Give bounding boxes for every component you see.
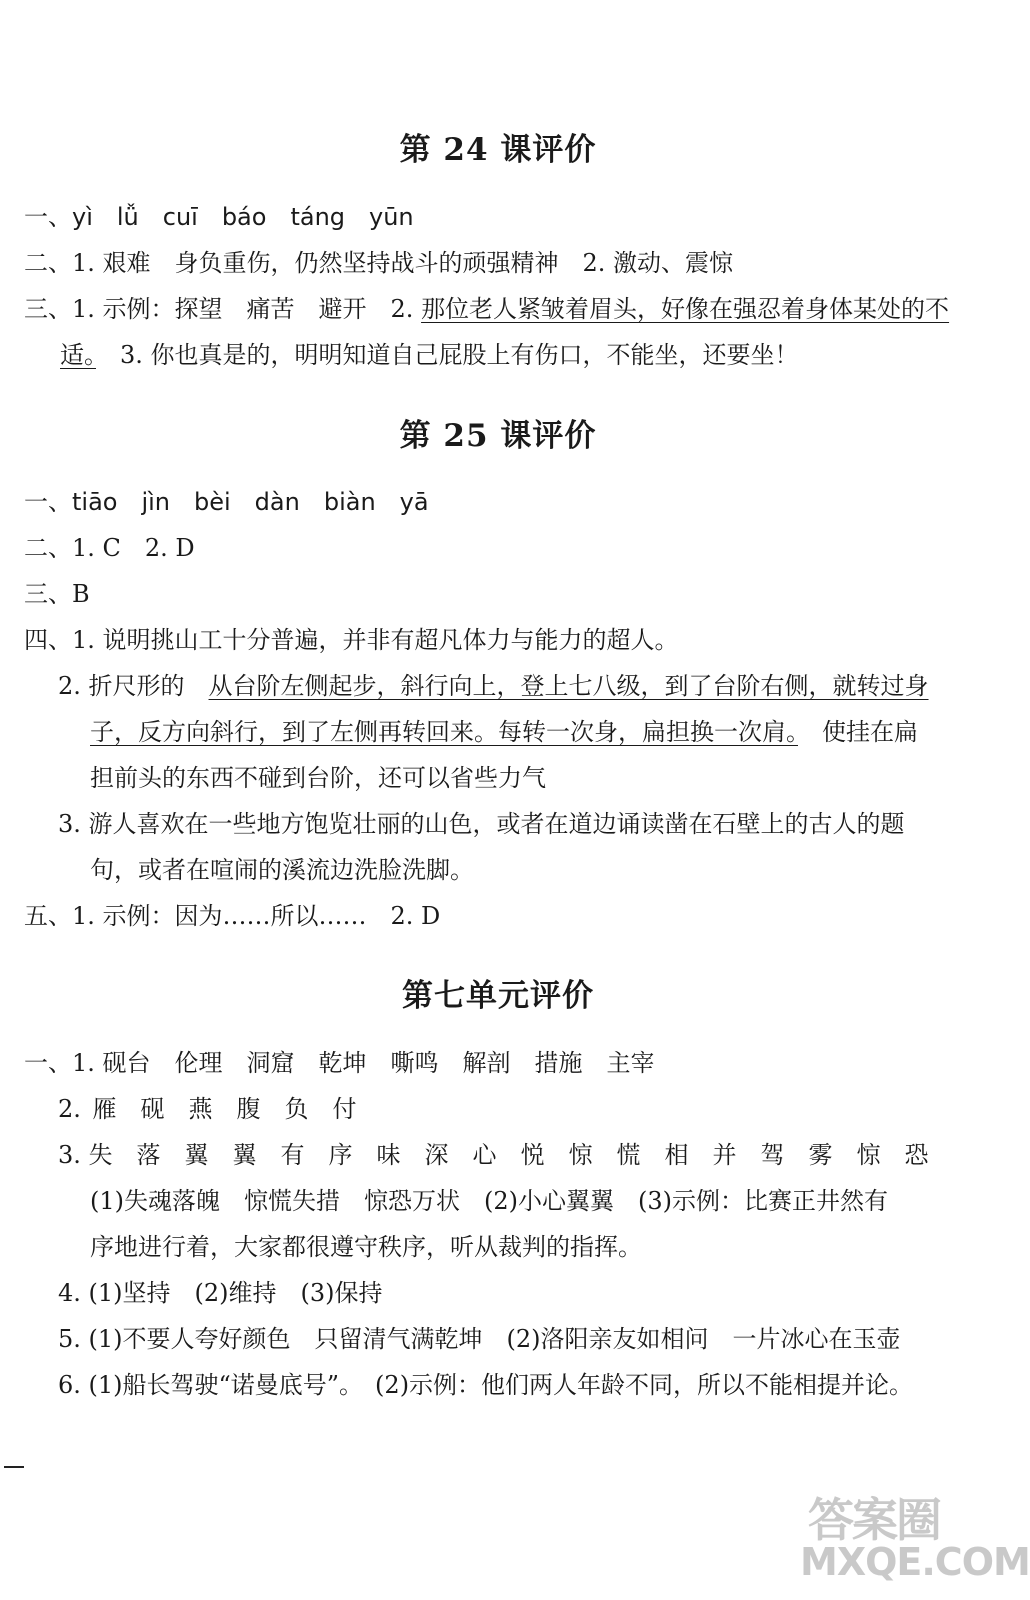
answer-line: [24, 294, 949, 324]
answer-line: 序地进行着，大家都很遵守秩序，听从裁判的指挥。: [90, 1233, 642, 1261]
answer-line: 一、yì lǚ cuī báo táng yūn: [24, 203, 414, 231]
section-title-lesson-25: 第 25 课评价: [399, 418, 597, 454]
answer-text: 使挂在扁: [798, 718, 918, 746]
answer-line: 四、1. 说明挑山工十分普遍，并非有超凡体力与能力的超人。: [24, 626, 679, 654]
answer-line: [90, 717, 918, 747]
underlined-answer: 从台阶左侧起步，斜行向上，登上七八级，到了台阶右侧，就转过身: [208, 672, 929, 700]
answer-line: 二、1. 艰难 身负重伤，仍然坚持战斗的顽强精神 2. 激动、震惊: [24, 249, 734, 277]
answer-line: [58, 671, 929, 701]
answer-line: (1)失魂落魄 惊慌失措 惊恐万状 (2)小心翼翼 (3)示例：比赛正井然有: [90, 1187, 888, 1215]
answer-line: 3. 失 落 翼 翼 有 序 味 深 心 悦 惊 慌 相 并 驾 雾 惊 恐: [58, 1141, 929, 1169]
answer-text: 三、1. 示例：探望 痛苦 避开 2.: [24, 295, 422, 323]
answer-line: [60, 340, 799, 370]
answer-line: 6. (1)船长驾驶“诺曼底号”。 (2)示例：他们两人年龄不同，所以不能相提并论。: [58, 1371, 914, 1399]
answer-line: 二、1. C 2. D: [24, 534, 195, 562]
answer-line: 一、tiāo jìn bèi dàn biàn yā: [24, 488, 429, 516]
underlined-answer: 适。: [60, 341, 96, 369]
page-divider: [4, 1466, 24, 1468]
underlined-answer: 子，反方向斜行，到了左侧再转回来。每转一次身，扁担换一次肩。: [90, 718, 798, 746]
answer-text: 2. 折尺形的: [58, 672, 209, 700]
section-title-unit-7: 第七单元评价: [402, 978, 594, 1014]
answer-line: 2. 雁 砚 燕 腹 负 付: [58, 1095, 357, 1123]
watermark-url: MXQE.COM: [800, 1540, 1030, 1584]
answer-line: 句，或者在喧闹的溪流边洗脸洗脚。: [90, 856, 474, 884]
answer-line: 3. 游人喜欢在一些地方饱览壮丽的山色，或者在道边诵读凿在石壁上的古人的题: [58, 810, 905, 838]
underlined-answer: 那位老人紧皱着眉头，好像在强忍着身体某处的不: [421, 295, 950, 323]
watermark-logo: 答案圈: [808, 1493, 940, 1547]
answer-line: 一、1. 砚台 伦理 洞窟 乾坤 嘶鸣 解剖 措施 主宰: [24, 1049, 655, 1077]
answer-text: 3. 你也真是的，明明知道自己屁股上有伤口，不能坐，还要坐！: [96, 341, 799, 369]
answer-line: 4. (1)坚持 (2)维持 (3)保持: [58, 1279, 383, 1307]
answer-line: 三、B: [24, 580, 90, 608]
section-title-lesson-24: 第 24 课评价: [399, 132, 597, 168]
answer-line: 担前头的东西不碰到台阶，还可以省些力气: [90, 764, 546, 792]
answer-line: 5. (1)不要人夸好颜色 只留清气满乾坤 (2)洛阳亲友如相问 一片冰心在玉壶: [58, 1325, 901, 1353]
answer-line: 五、1. 示例：因为……所以…… 2. D: [24, 902, 441, 930]
